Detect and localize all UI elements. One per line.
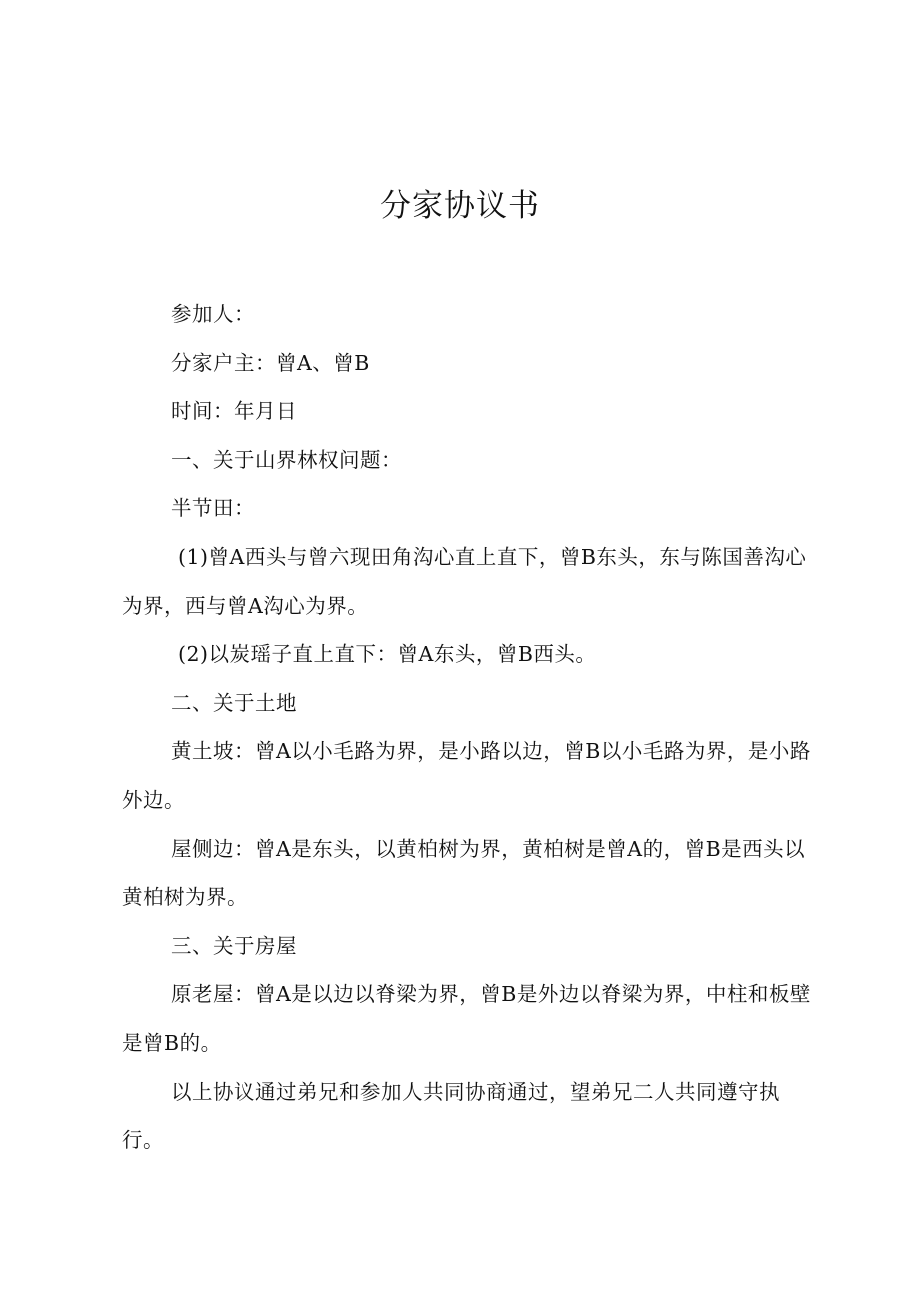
- clause-1: (1)曾A西头与曾六现田角沟心直上直下，曾B东头，东与陈国善沟心为界，西与曾A沟心为界。: [122, 544, 807, 618]
- document-title: 分家协议书: [380, 188, 540, 224]
- old-house-clause: 原老屋：曾A是以边以脊梁为界，曾B是外边以脊梁为界，中柱和板壁是曾B的。: [122, 982, 811, 1055]
- household-heads-line: 分家户主：曾A、曾B: [171, 350, 370, 375]
- document-body: [122, 290, 812, 1165]
- land-house-side: 屋侧边：曾A是东头，以黄柏树为界，黄柏树是曾A的，曾B是西头以黄柏树为界。: [122, 836, 806, 910]
- closing-statement: 以上协议通过弟兄和参加人共同协商通过，望弟兄二人共同遵守执行。: [122, 1079, 780, 1153]
- participants-line: 参加人：: [171, 302, 255, 326]
- land-huangtupo: 黄土坡：曾A以小毛路为界，是小路以边，曾B以小毛路为界，是小路外边。: [122, 739, 811, 812]
- clause-2: (2)以炭瑶子直上直下：曾A东头，曾B西头。: [178, 642, 597, 667]
- section-heading-land: 二、关于土地: [171, 690, 297, 715]
- section-heading-mountain-forest: 一、关于山界林权问题：: [171, 447, 402, 472]
- section-heading-houses: 三、关于房屋: [171, 933, 297, 958]
- subheading-banjietian: 半节田：: [171, 496, 255, 521]
- date-line: 时间：年月日: [171, 399, 297, 424]
